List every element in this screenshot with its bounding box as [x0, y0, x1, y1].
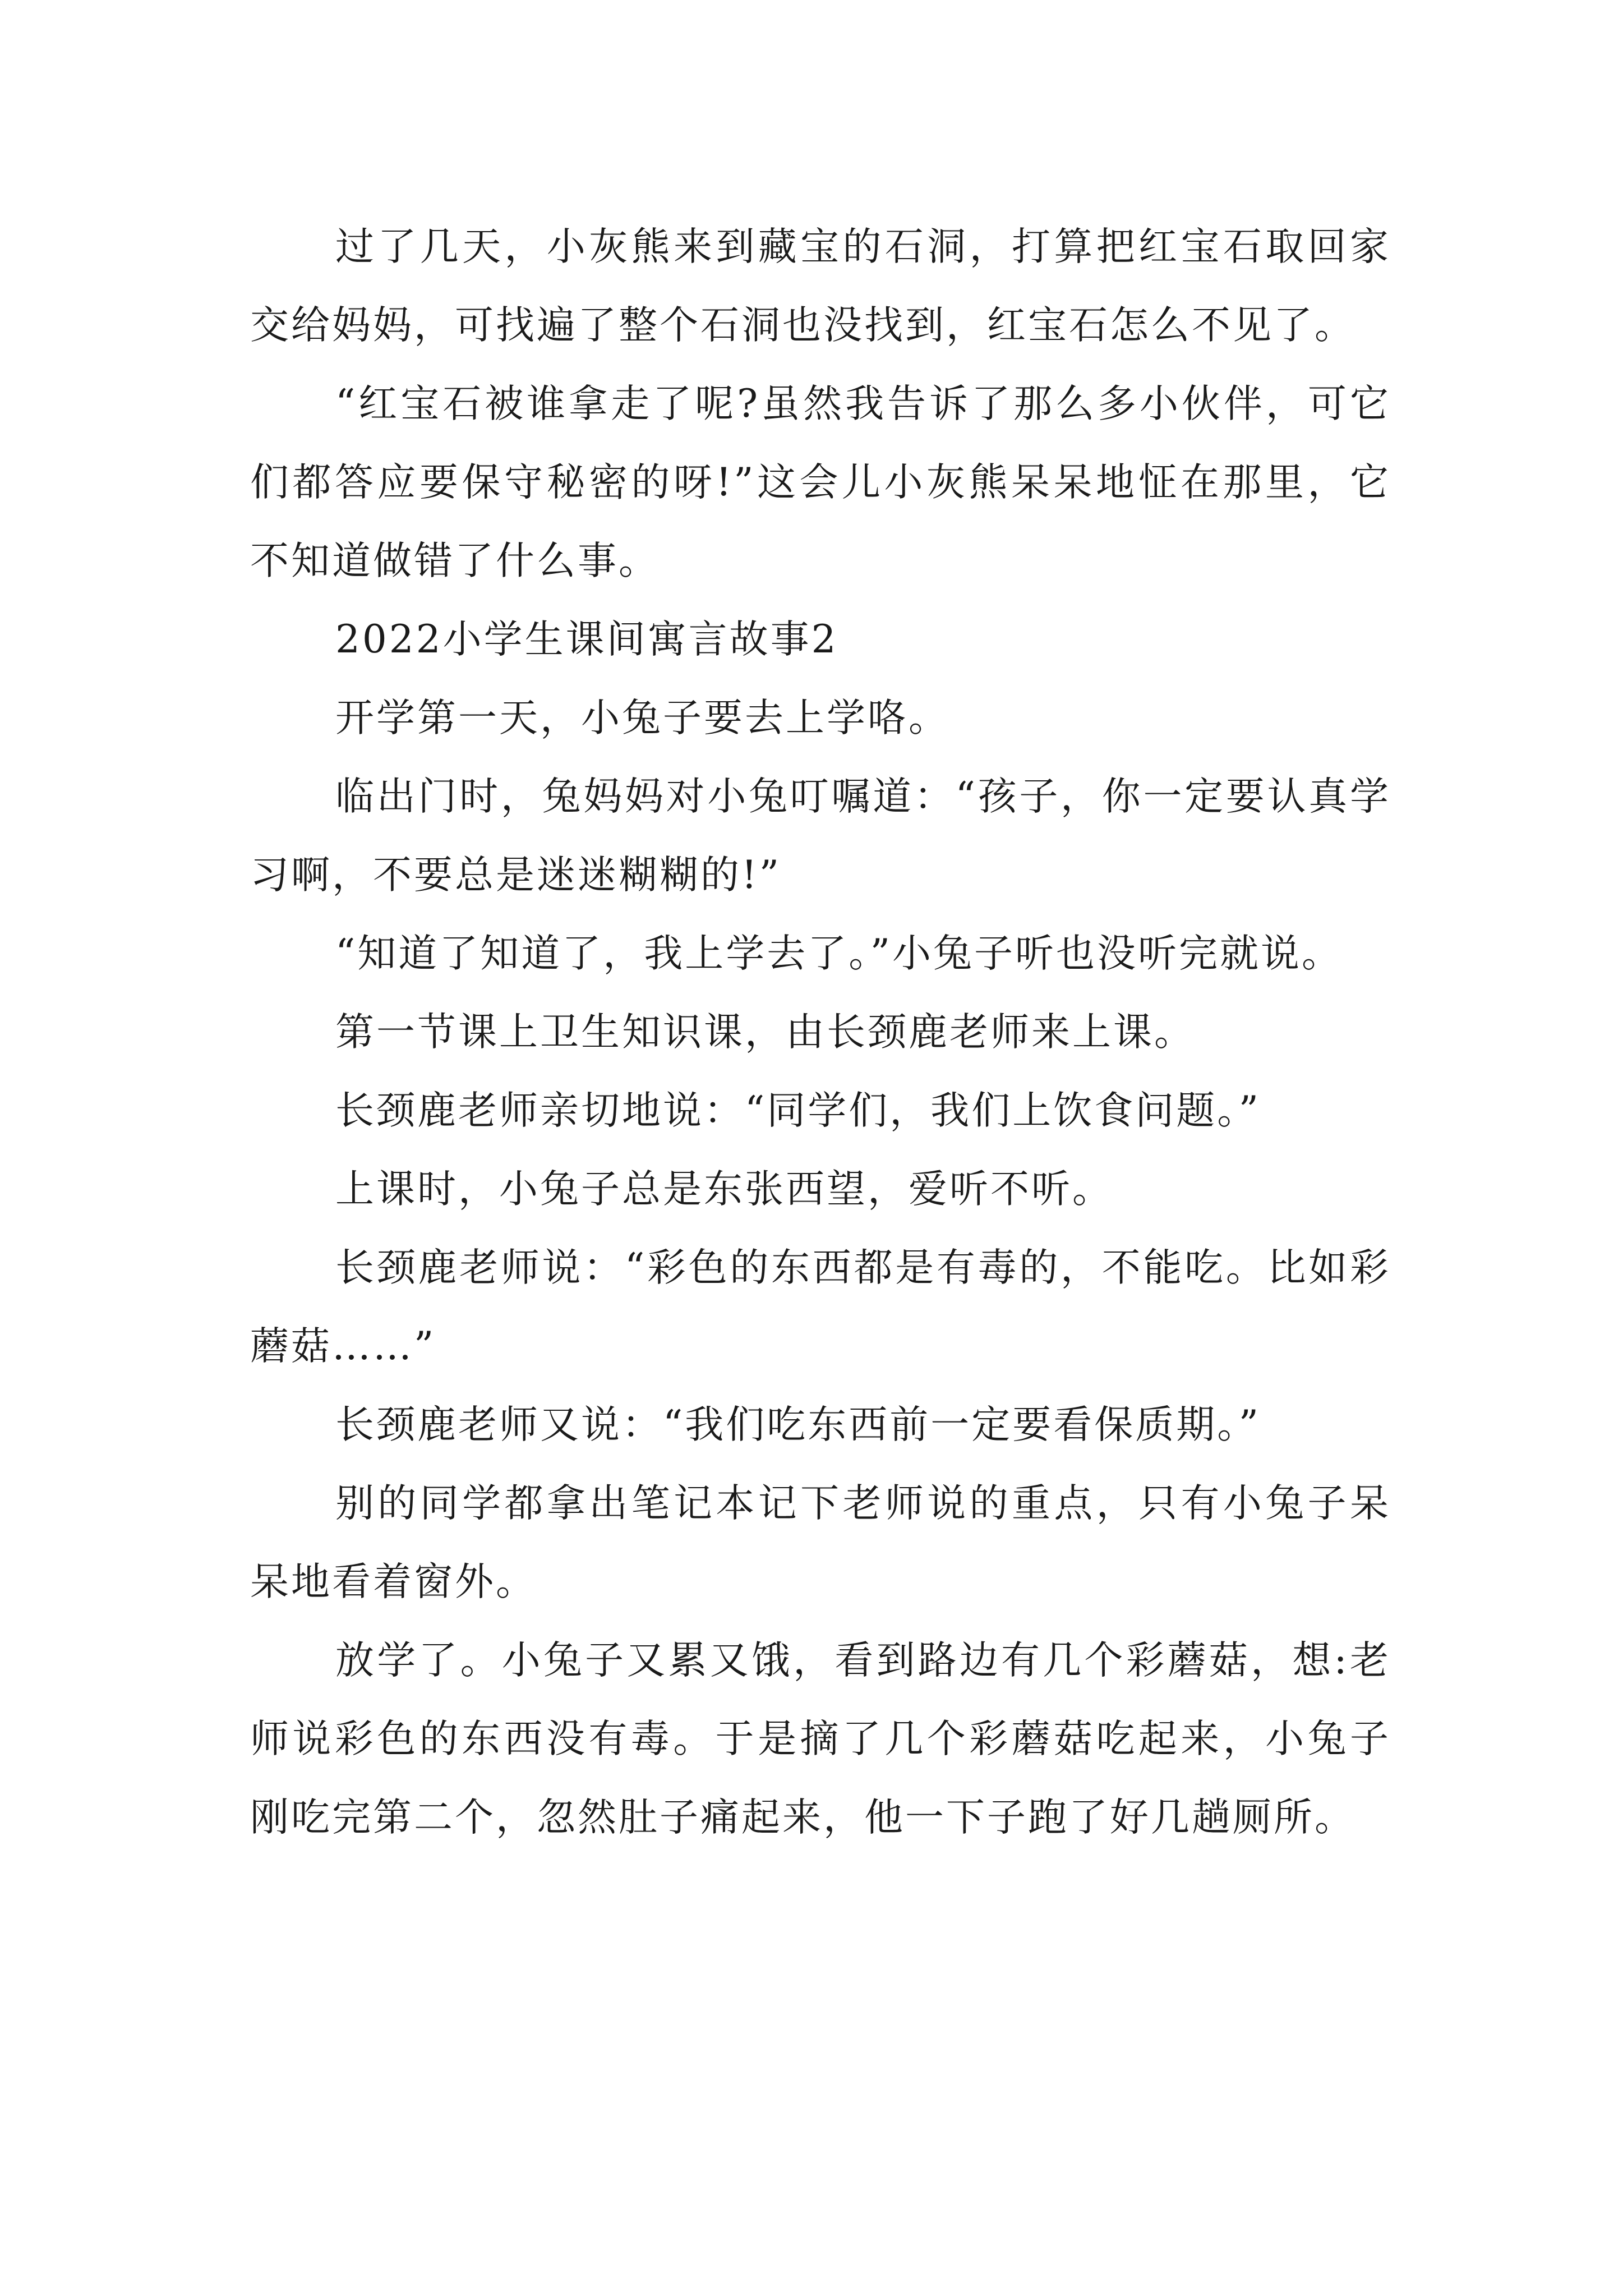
paragraph: 开学第一天，小兔子要去上学咯。	[335, 696, 949, 740]
section-heading: 2022小学生课间寓言故事2	[335, 617, 838, 662]
paragraph: 别的同学都拿出笔记本记下老师说的重点，只有小兔子呆呆地看着窗外。	[250, 1481, 1391, 1604]
paragraph: 上课时，小兔子总是东张西望，爱听不听。	[335, 1167, 1113, 1212]
paragraph: 过了几天，小灰熊来到藏宝的石洞，打算把红宝石取回家交给妈妈，可找遍了整个石洞也没找到，红宝石怎么不见了。	[250, 224, 1391, 348]
paragraph: 临出门时，兔妈妈对小兔叮嘱道：“孩子，你一定要认真学习啊，不要总是迷迷糊糊的!”	[250, 774, 1391, 898]
paragraph: “红宝石被谁拿走了呢?虽然我告诉了那么多小伙伴，可它们都答应要保守秘密的呀!”这会儿小灰熊呆呆地怔在那里，它不知道做错了什么事。	[250, 381, 1391, 583]
paragraph: 长颈鹿老师亲切地说：“同学们，我们上饮食问题。”	[335, 1088, 1261, 1133]
paragraph: 长颈鹿老师又说：“我们吃东西前一定要看保质期。”	[335, 1402, 1261, 1447]
document-body	[250, 208, 1391, 1857]
paragraph: 长颈鹿老师说：“彩色的东西都是有毒的，不能吃。比如彩蘑菇……”	[250, 1245, 1391, 1369]
paragraph: 放学了。小兔子又累又饿，看到路边有几个彩蘑菇，想:老师说彩色的东西没有毒。于是摘了几个彩蘑菇吃起来，小兔子刚吃完第二个，忽然肚子痛起来，他一下子跑了好几趟厕所。	[250, 1638, 1391, 1840]
paragraph: “知道了知道了，我上学去了。”小兔子听也没听完就说。	[335, 931, 1343, 976]
paragraph: 第一节课上卫生知识课，由长颈鹿老师来上课。	[335, 1010, 1195, 1055]
